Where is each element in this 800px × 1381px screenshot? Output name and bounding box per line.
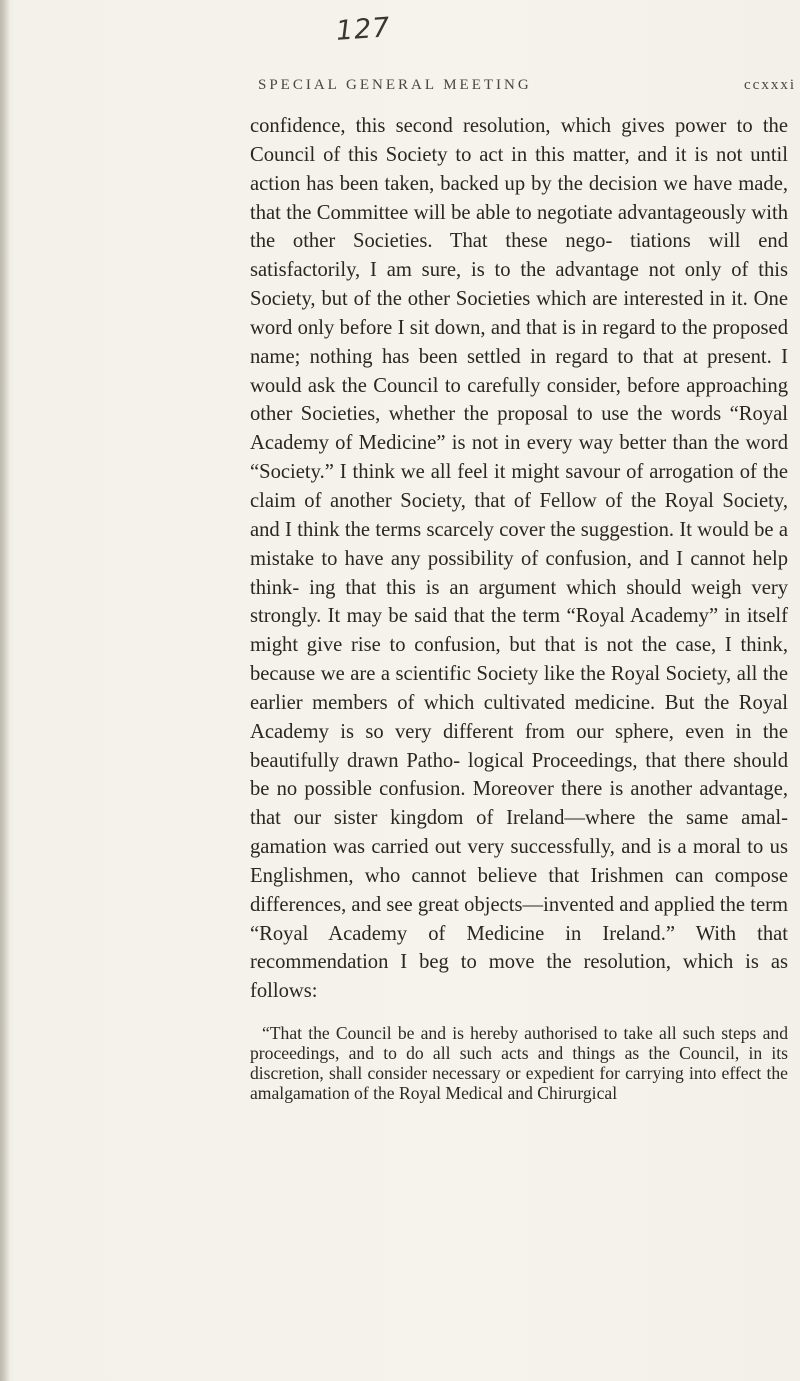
resolution-text: “That the Council be and is hereby authorised to take all such steps and proceedings, and to do all such acts and things as the Council, in its discretion, shall consider necessary or expedient for carrying into effect the amalgamation of the Royal Medical and Chirurgical [250,1023,788,1103]
page-number: ccxxxi [744,77,796,93]
binding-shadow [0,0,10,1381]
running-title: SPECIAL GENERAL MEETING [258,77,532,93]
handwritten-page-annotation: 127 [334,12,392,47]
resolution-quote [250,1023,788,1103]
running-head [258,77,796,99]
speech-paragraph: confidence, this second resolution, which gives power to the Council of this Society to act in this matter, and it is not until action has been taken, backed up by the decision we have made, that the Committee will be able to negotiate advantageously with the other Societies. That these nego- tiations will end satisfactorily, I am sure, is to the advantage not only of this Society, but of the other Societies which are interested in it. One word only before I sit down, and that is in regard to the proposed name; nothing has been settled in regard to that at present. I would ask the Council to carefully consider, before approaching other Societies, whether the proposal to use the words “Royal Academy of Medicine” is not in every way better than the word “Society.” I think we all feel it might savour of arrogation of the claim of another Society, that of Fellow of the Royal Society, and I think the terms scarcely cover the suggestion. It would be a mistake to have any possibility of confusion, and I cannot help think- ing that this is an argument which should weigh very strongly. It may be said that the term “Royal Academy” in itself might give rise to confusion, but that is not the case, I think, because we are a scientific Society like the Royal Society, all the earlier members of which cultivated medicine. But the Royal Academy is so very different from our sphere, even in the beautifully drawn Patho- logical Proceedings, that there should be no possible confusion. Moreover there is another advantage, that our sister kingdom of Ireland—where the same amal- gamation was carried out very successfully, and is a moral to us Englishmen, who cannot believe that Irishmen can compose differences, and see great objects—invented and applied the term “Royal Academy of Medicine in Ireland.” With that recommendation I beg to move the resolution, which is as follows: [250,115,788,1003]
body-text [250,112,788,1006]
